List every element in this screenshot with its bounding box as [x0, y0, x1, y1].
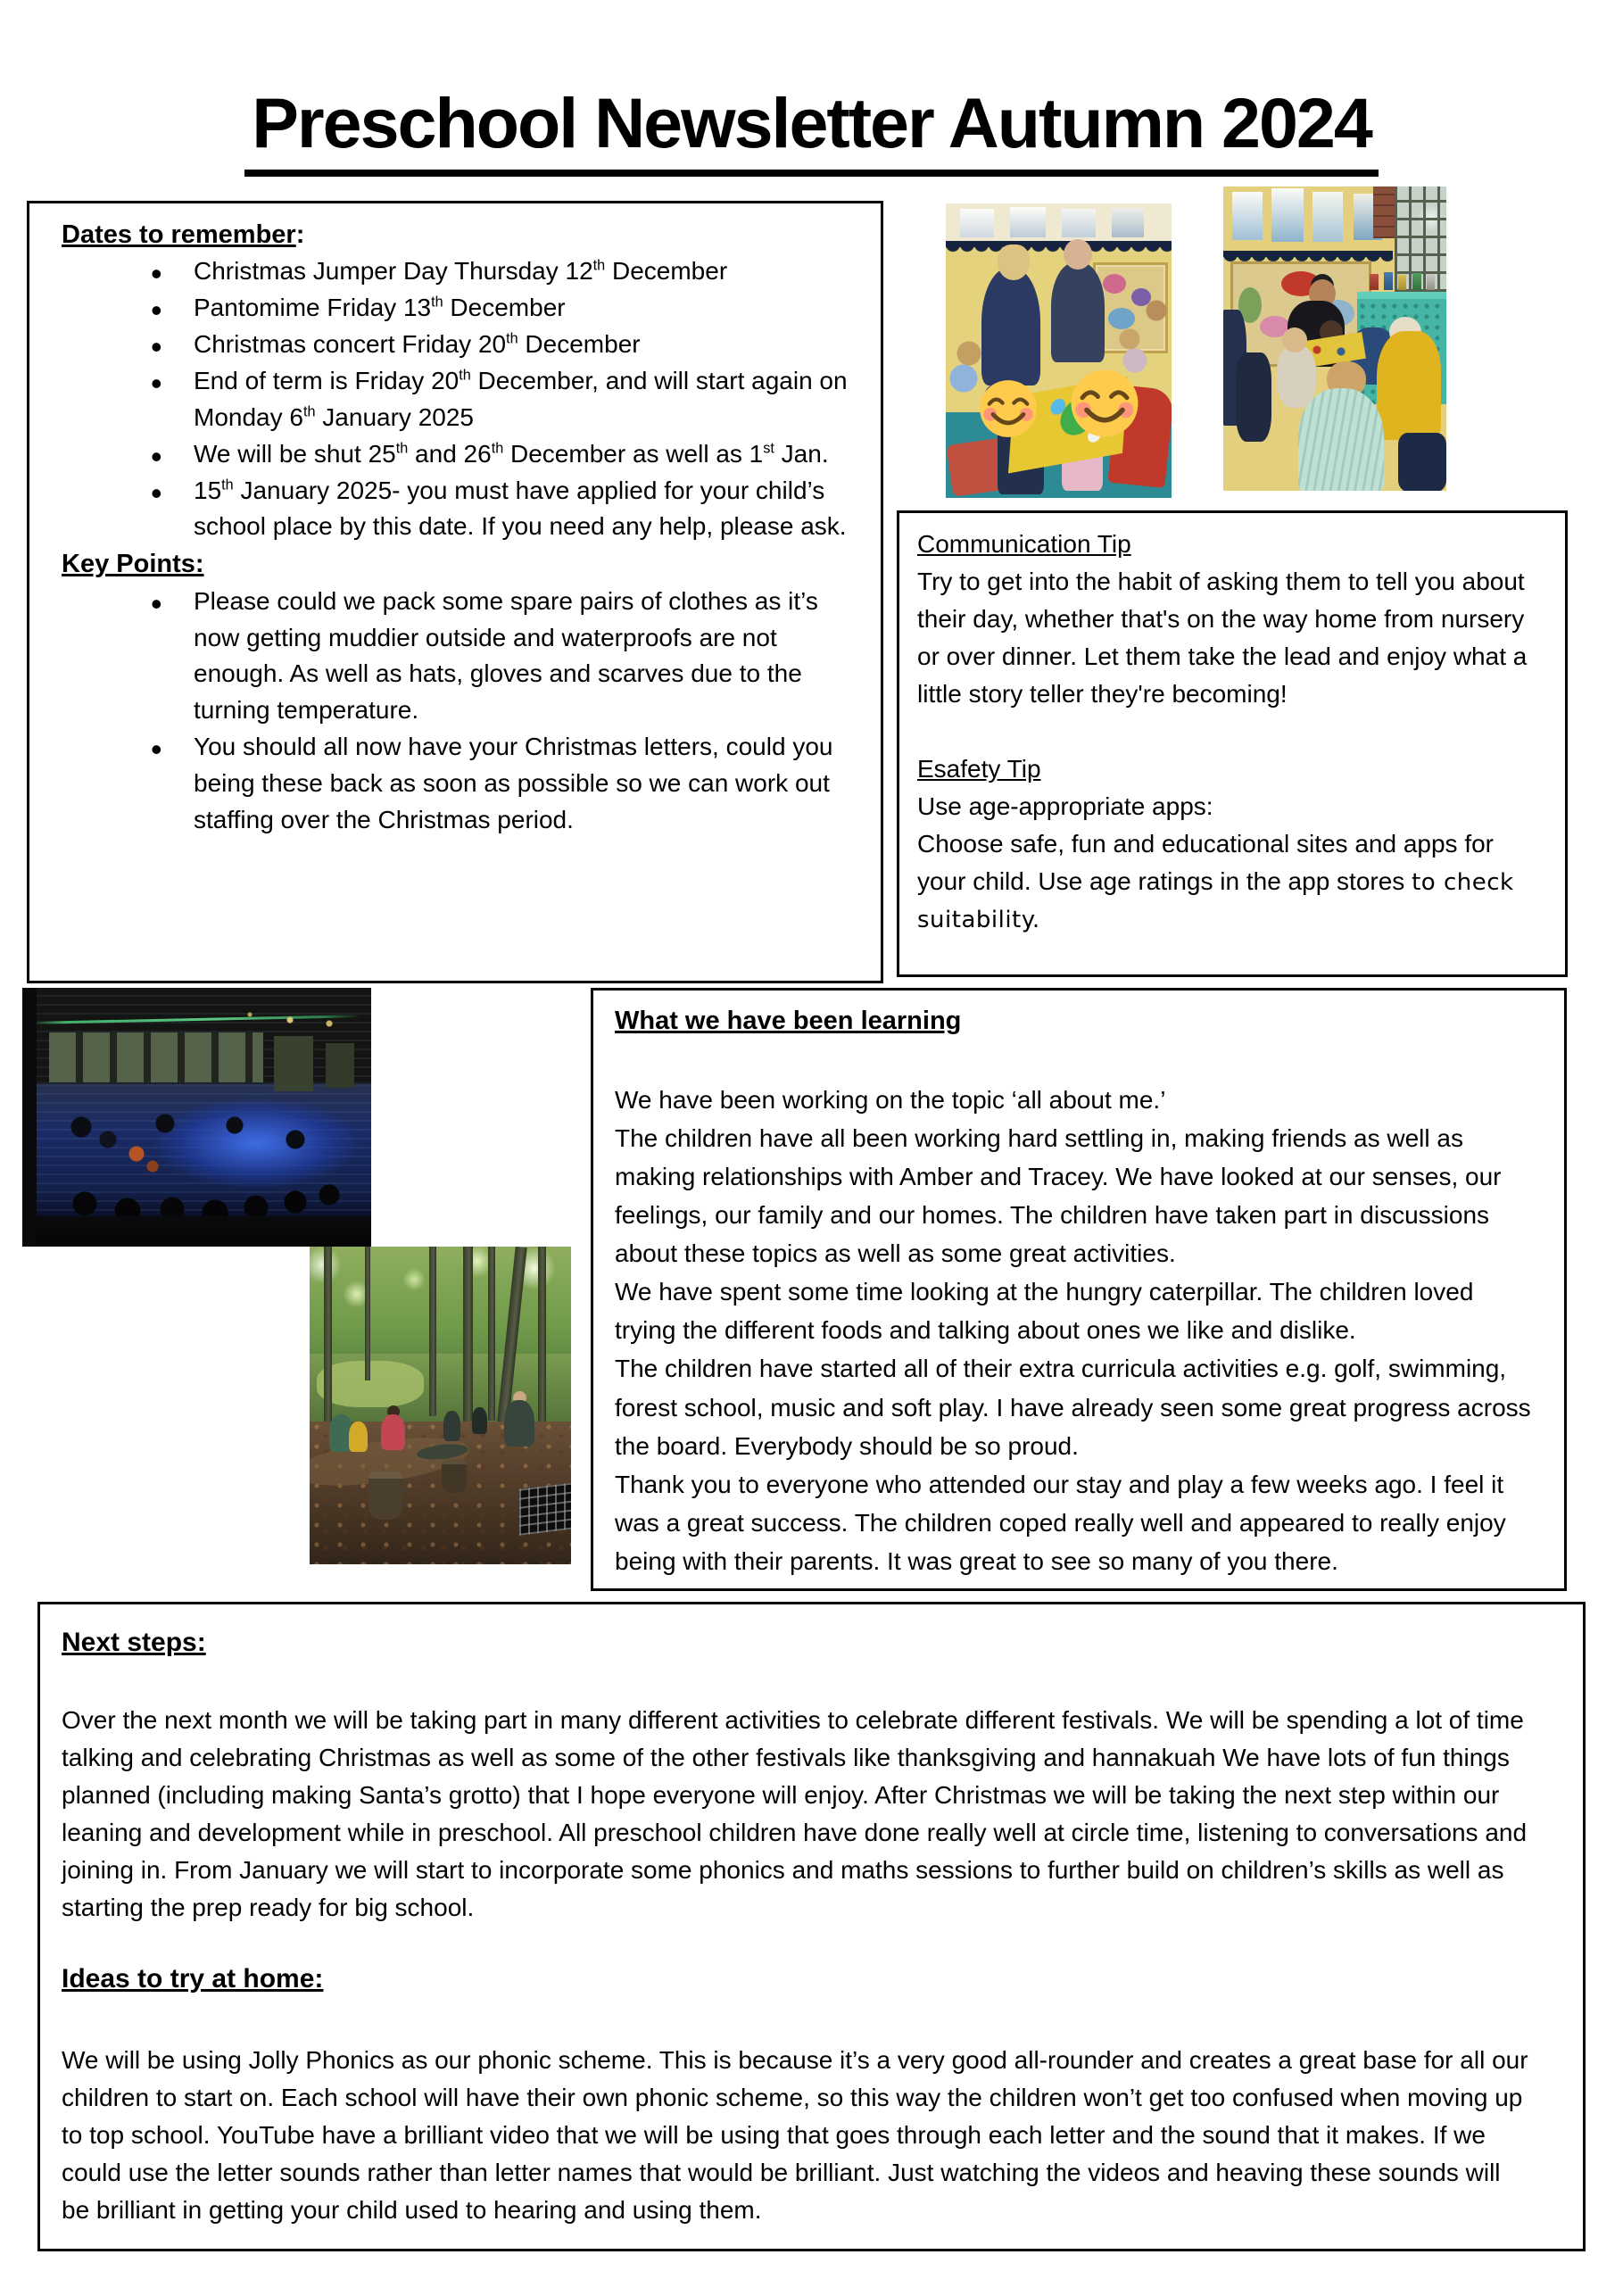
paragraph: We have been working on the topic ‘all about me.’	[615, 1085, 1166, 1114]
bullet-item: • Please could we pack some spare pairs of clothes as it’s now getting muddier outside and waterproofs are not enough. As well as hats, gloves and scarves due to the turning temperature.	[194, 584, 859, 730]
bullet-item: • You should all now have your Christmas letters, could you being these back as soon as possible so we can work out staffing over the Christmas period.	[194, 729, 859, 839]
dates-key-points-box	[27, 201, 883, 983]
key-points-list	[62, 584, 859, 839]
ideas-heading: Ideas to try at home:	[62, 1964, 324, 1993]
learning-heading: What we have been learning	[615, 1007, 962, 1035]
photo-forest-school	[310, 1247, 571, 1564]
key-points-heading: Key Points:	[62, 550, 204, 579]
dates-heading: Dates to remember	[62, 220, 296, 249]
title-wrap	[0, 82, 1623, 177]
communication-tip-body: Try to get into the habit of asking them to tell you about their day, whether that's on the way home from nursery or over dinner. Let them take the lead and enjoy what a little story teller they're becoming!	[917, 568, 1528, 708]
smiling-emoji-icon	[1069, 368, 1140, 439]
next-steps-heading: Next steps:	[62, 1628, 206, 1657]
photo-classroom-craft-2	[1223, 186, 1446, 491]
bullet-item: • Christmas Jumper Day Thursday 12th December	[194, 253, 859, 290]
tips-box	[897, 510, 1568, 977]
ideas-body: We will be using Jolly Phonics as our phonic scheme. This is because it’s a very good all-rounder and creates a great base for all our children to start on. Each school will have their own phonic scheme, so this way the children won’t get too confused when moving up to top school. YouTube have a brilliant video that we will be using that goes through each letter and the sound that it makes. If we could use the letter sounds rather than letter names that would be brilliant. Just watching the videos and heaving these sounds will be brilliant in getting your child used to hearing and using them.	[62, 2046, 1528, 2224]
esafety-tip-heading: Esafety Tip	[917, 755, 1041, 783]
bullet-item: • We will be shut 25th and 26th December as well as 1st Jan.	[194, 436, 859, 473]
paragraph: The children have all been working hard settling in, making friends as well as making relationships with Amber and Tracey. We have looked at our senses, our feelings, our family and our homes. The children have taken part in discussions about these topics as well as some great activities.	[615, 1123, 1502, 1268]
page-title: Preschool Newsletter Autumn 2024	[244, 82, 1379, 177]
next-steps-box	[37, 1602, 1586, 2251]
smiling-emoji-icon	[978, 378, 1039, 439]
esafety-body	[917, 825, 1547, 938]
esafety-handwritten-text: to check suitability.	[917, 869, 1514, 933]
paragraph: The children have started all of their extra curricula activities e.g. golf, swimming, forest school, music and soft play. I have already seen some great progress across the board. Everybody should be so proud.	[615, 1355, 1531, 1460]
paragraph: We have spent some time looking at the hungry caterpillar. The children loved trying the different foods and talking about ones we like and dislike.	[615, 1278, 1474, 1345]
bullet-item: • Pantomime Friday 13th December	[194, 290, 859, 327]
bullet-item: • 15th January 2025- you must have applied for your child’s school place by this date. If you need any help, please ask.	[194, 473, 859, 546]
bullet-item: • End of term is Friday 20th December, and will start again on Monday 6th January 2025	[194, 363, 859, 436]
paragraph: Thank you to everyone who attended our stay and play a few weeks ago. I feel it was a great success. The children coped really well and appeared to really enjoy being with their parents. It was great to see so many of you there.	[615, 1470, 1506, 1575]
bullet-item: • Christmas concert Friday 20th December	[194, 327, 859, 363]
dates-heading-colon: :	[295, 220, 305, 249]
dates-list	[62, 253, 859, 545]
next-steps-body: Over the next month we will be taking part in many different activities to celebrate different festivals. We will be spending a lot of time talking and celebrating Christmas as well as some of the other festivals like thanksgiving and hannakuah We have lots of fun things planned (including making Santa’s grotto) that I hope everyone will enjoy. After Christmas we will be taking the next step within our leaning and development while in preschool. All preschool children have done really well at circle time, listening to conversations and joining in. From January we will start to incorporate some phonics and maths sessions to further build on children’s skills as well as starting the prep ready for big school.	[62, 1706, 1528, 1921]
esafety-body-text: Choose safe, fun and educational sites and apps for your child. Use age ratings in the app stores	[917, 830, 1494, 895]
learning-box	[591, 988, 1567, 1591]
photo-classroom-craft-1	[946, 203, 1172, 498]
photo-swimming-pool	[22, 988, 371, 1247]
learning-paragraphs	[615, 1081, 1539, 1580]
esafety-intro: Use age-appropriate apps:	[917, 792, 1213, 820]
communication-tip-heading: Communication Tip	[917, 530, 1131, 558]
